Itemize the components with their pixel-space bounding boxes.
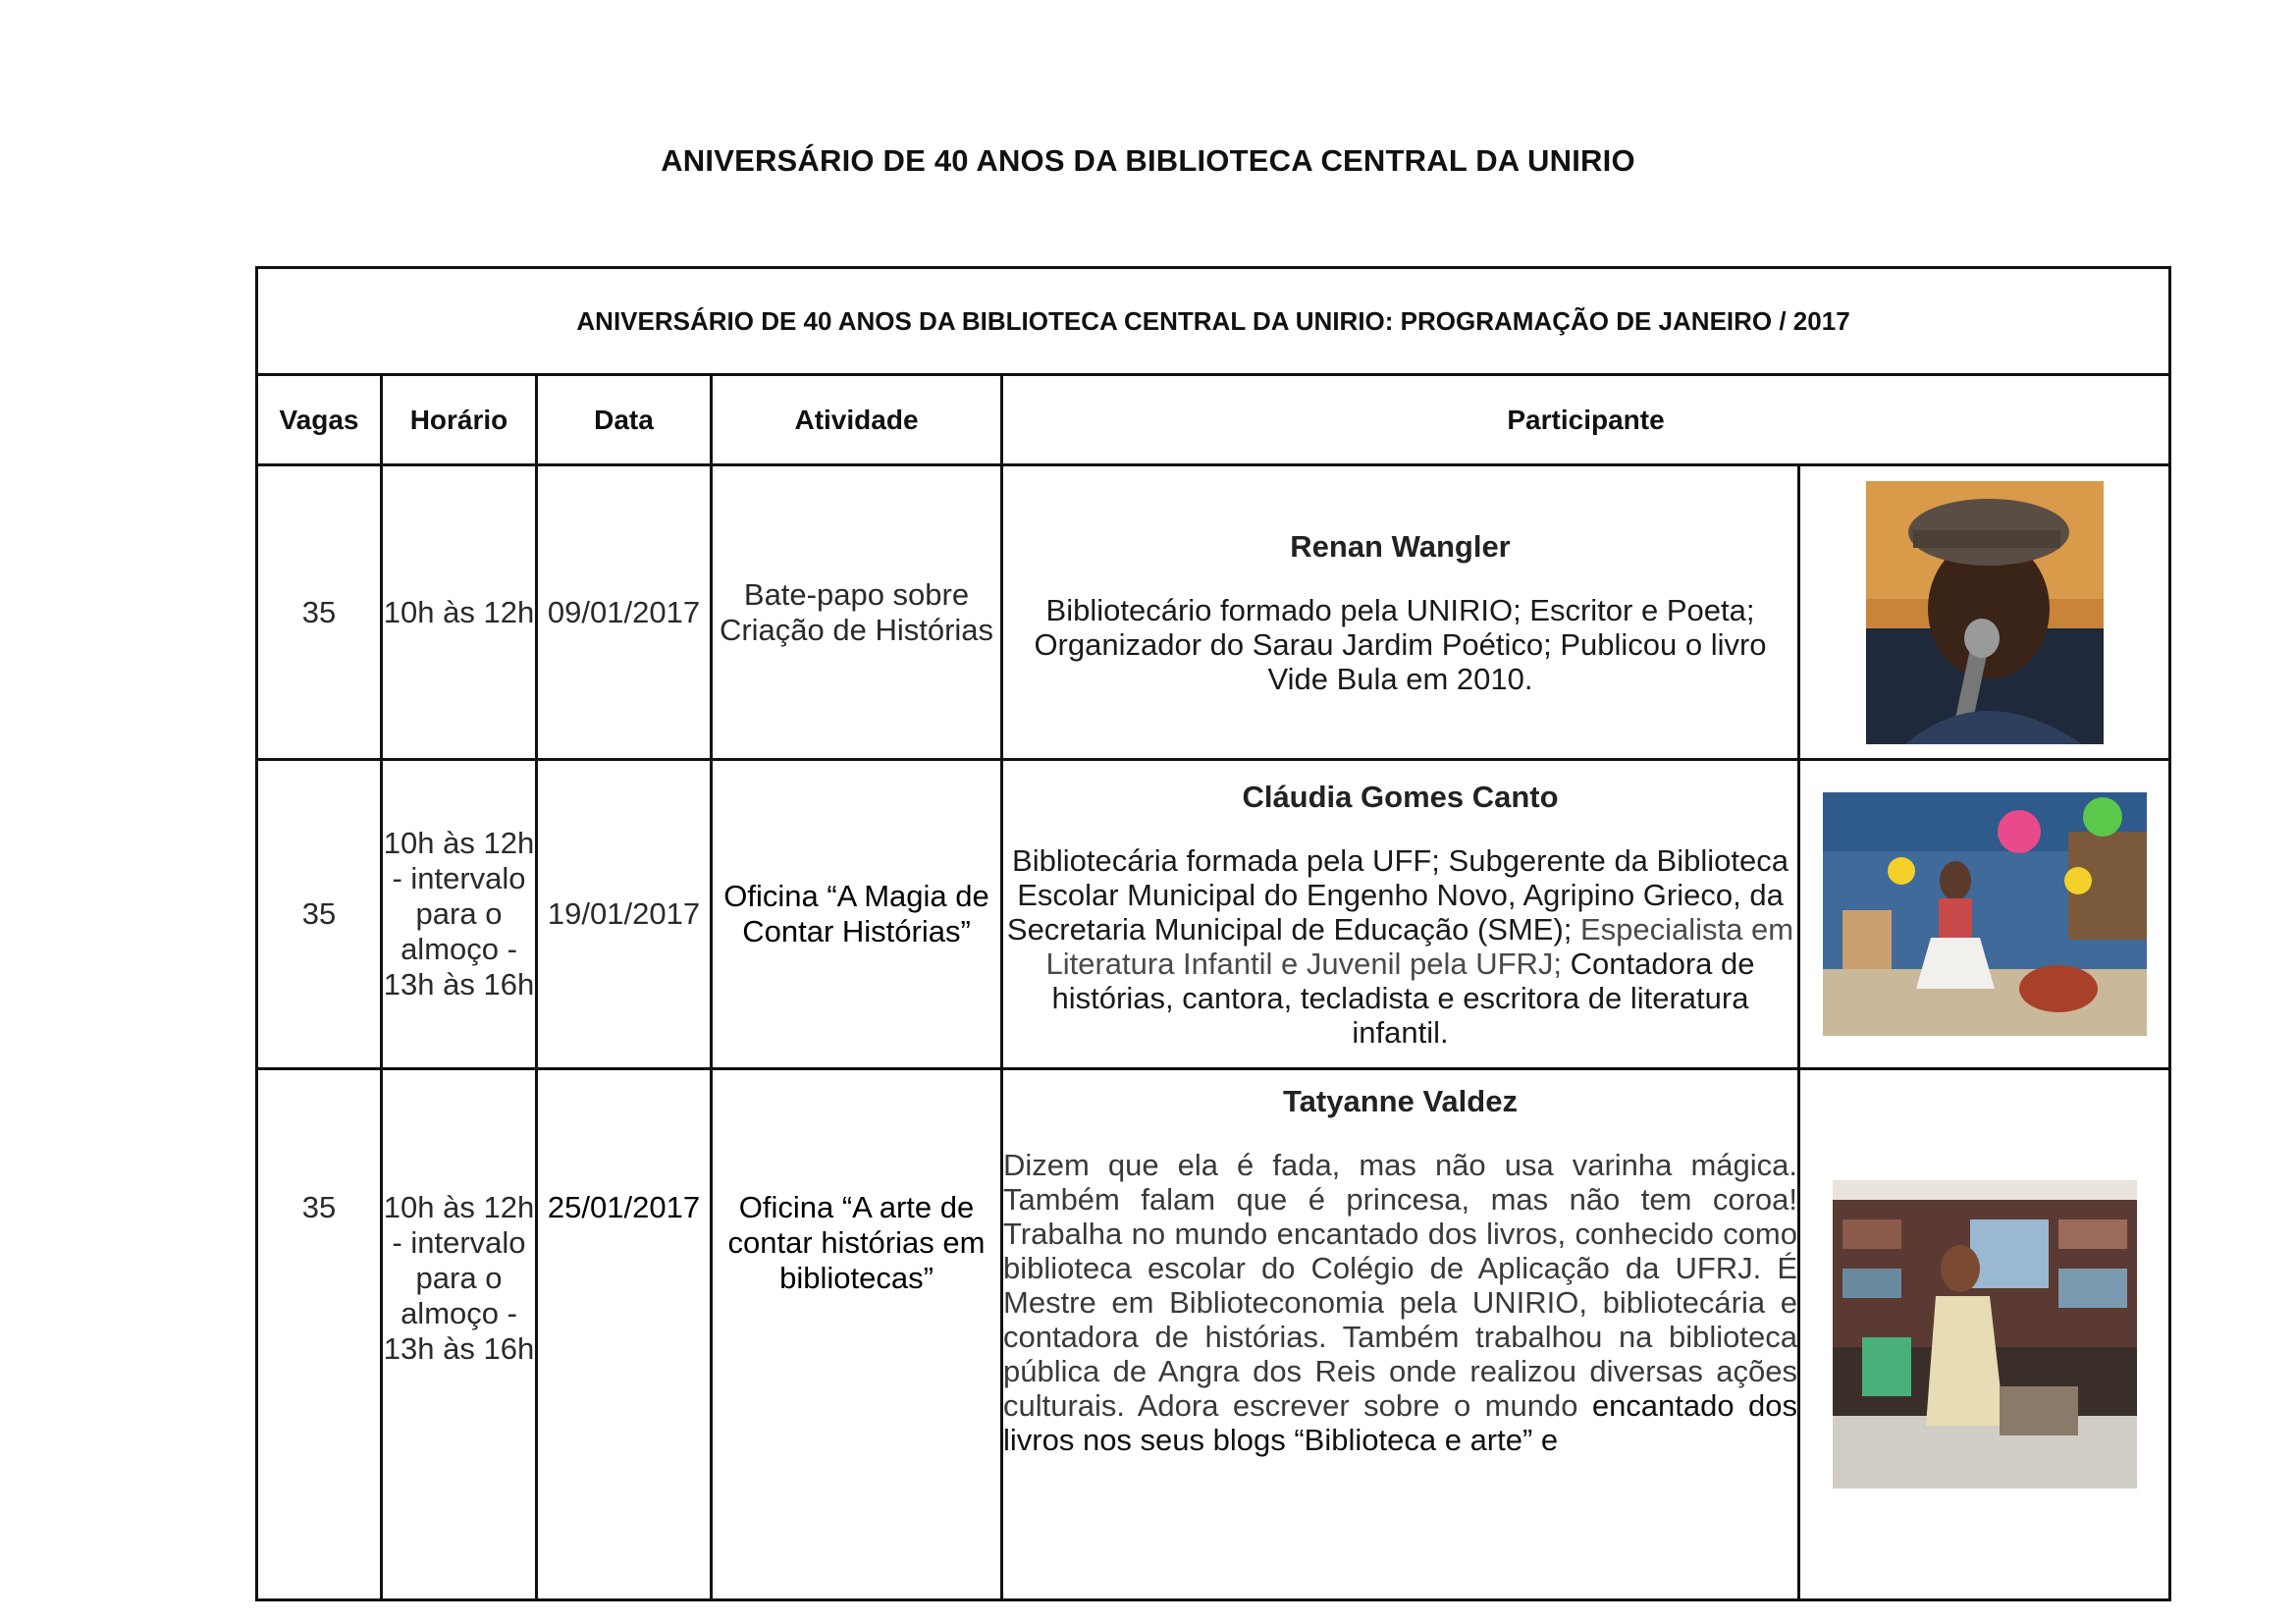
- participant-photo: [1823, 792, 2147, 1036]
- header-participante: Participante: [1002, 375, 2170, 465]
- participante-cell: [1002, 760, 1799, 1069]
- participante-cell: [1002, 465, 1799, 760]
- bio-part: Especialista em Literatura Infantil e Juvenil pela UFRJ;: [1045, 911, 1794, 981]
- header-horario: Horário: [382, 375, 537, 465]
- page-title: ANIVERSÁRIO DE 40 ANOS DA BIBLIOTECA CENTRAL DA UNIRIO: [661, 143, 1635, 178]
- table-banner: ANIVERSÁRIO DE 40 ANOS DA BIBLIOTECA CENTRAL DA UNIRIO: PROGRAMAÇÃO DE JANEIRO / 2017: [257, 268, 2170, 375]
- table-row: [257, 1069, 2170, 1600]
- horario-cell: 10h às 12h: [382, 465, 537, 760]
- header-data: Data: [537, 375, 712, 465]
- atividade-cell: Oficina “A arte de contar histórias em bibliotecas”: [712, 1069, 1002, 1600]
- photo-cell: [1799, 1069, 2170, 1600]
- vagas-cell: 35: [257, 465, 382, 760]
- bio-part: Contadora de histórias, cantora, tecladista e escritora de literatura infantil.: [1051, 946, 1755, 1050]
- table-row: [257, 760, 2170, 1069]
- participant-bio: Bibliotecário formado pela UNIRIO; Escritor e Poeta; Organizador do Sarau Jardim Poético; Publicou o livro Vide Bula em 2010.: [1034, 592, 1767, 696]
- bio-part: Bibliotecária formada pela UFF; Subgerente da Biblioteca Escolar Municipal do Engenho Novo, Agripino Grieco, da Secretaria Municipal de Educação (SME);: [1006, 842, 1789, 947]
- data-cell: 19/01/2017: [537, 760, 712, 1069]
- data-cell: 25/01/2017: [537, 1069, 712, 1600]
- data-cell: 09/01/2017: [537, 465, 712, 760]
- horario-cell: 10h às 12h - intervalo para o almoço - 13h às 16h: [382, 1069, 537, 1600]
- participant-name: Cláudia Gomes Canto: [1242, 779, 1559, 814]
- vagas-cell: 35: [257, 1069, 382, 1600]
- atividade-cell: Bate-papo sobre Criação de Histórias: [712, 465, 1002, 760]
- participant-photo: [1833, 1180, 2137, 1489]
- participant-photo: [1866, 481, 2104, 744]
- header-vagas: Vagas: [257, 375, 382, 465]
- bio-part: encantado dos livros nos seus blogs “Biblioteca e arte” e: [1003, 1388, 1797, 1457]
- program-table: [255, 266, 2171, 1601]
- participante-cell: [1002, 1069, 1799, 1600]
- photo-cell: [1799, 465, 2170, 760]
- header-atividade: Atividade: [712, 375, 1002, 465]
- participant-name: Renan Wangler: [1290, 528, 1511, 564]
- participant-bio: [1003, 1148, 1797, 1457]
- bio-part: Dizem que ela é fada, mas não usa varinha mágica. Também falam que é princesa, mas não tem coroa! Trabalha no mundo encantado dos livros, conhecido como biblioteca escolar do Colégio de Aplicação da UFRJ. É Mestre em Biblioteconomia pela UNIRIO, bibliotecária e contadora de histórias. Também trabalhou na biblioteca pública de Angra dos Reis onde realizou diversas ações culturais. Adora escrever sobre o mundo: [1003, 1148, 1797, 1423]
- participant-name: Tatyanne Valdez: [1283, 1084, 1518, 1118]
- table-header-row: [257, 375, 2170, 465]
- vagas-cell: 35: [257, 760, 382, 1069]
- atividade-cell: Oficina “A Magia de Contar Histórias”: [712, 760, 1002, 1069]
- participant-bio: [1003, 843, 1797, 1050]
- photo-cell: [1799, 760, 2170, 1069]
- table-row: [257, 465, 2170, 760]
- horario-cell: 10h às 12h - intervalo para o almoço - 13h às 16h: [382, 760, 537, 1069]
